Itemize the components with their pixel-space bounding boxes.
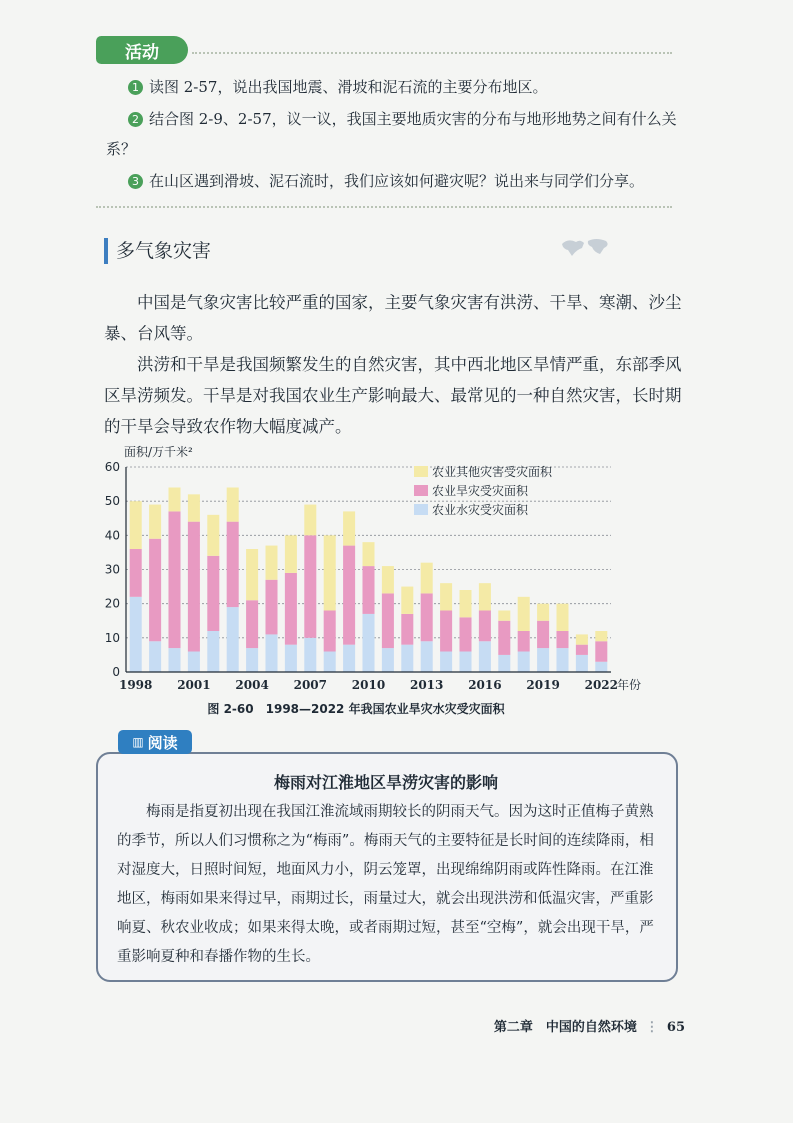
bar-segment — [595, 641, 607, 662]
paragraph-1: 中国是气象灾害比较严重的国家，主要气象灾害有洪涝、干旱、寒潮、沙尘暴、台风等。 — [104, 293, 682, 343]
section-marker — [104, 238, 108, 264]
bar-segment — [576, 645, 588, 655]
activity-tag: 活动 — [96, 36, 188, 64]
bar-segment — [440, 611, 452, 652]
x-tick-label: 2022 — [584, 678, 619, 692]
bar-segment — [537, 648, 549, 672]
bar-segment — [285, 645, 297, 672]
bar-segment — [401, 587, 413, 614]
bar-segment — [343, 546, 355, 645]
bar-segment — [459, 590, 471, 617]
bar-segment — [285, 535, 297, 573]
page-number: 65 — [666, 1020, 685, 1035]
x-axis-label: 年份 — [617, 678, 642, 692]
bar-segment — [130, 549, 142, 597]
activity-item-text: 结合图 2-9、2-57，议一议，我国主要地质灾害的分布与地形地势之间有什么关系？ — [106, 110, 677, 158]
bar-segment — [576, 655, 588, 672]
bar-segment — [188, 652, 200, 673]
bar-segment — [207, 631, 219, 672]
x-tick-label: 2019 — [526, 678, 560, 692]
bar-segment — [149, 539, 161, 642]
bar-segment — [168, 648, 180, 672]
number-badge-2: 2 — [128, 112, 143, 127]
activity-bottom-divider — [96, 206, 672, 208]
bar-segment — [343, 511, 355, 545]
bar-segment — [362, 614, 374, 672]
bar-segment — [459, 652, 471, 673]
bar-segment — [207, 556, 219, 631]
bar-segment — [556, 631, 568, 648]
bar-segment — [421, 563, 433, 594]
reading-tag — [118, 730, 192, 754]
bar-segment — [595, 662, 607, 672]
x-tick-label: 2001 — [177, 678, 211, 692]
x-tick-label: 1998 — [118, 678, 153, 692]
bar-segment — [595, 631, 607, 641]
bar-segment — [537, 621, 549, 648]
activity-item-text: 在山区遇到滑坡、泥石流时，我们应该如何避灾呢？说出来与同学们分享。 — [149, 172, 645, 190]
bar-segment — [246, 648, 258, 672]
reading-text: 梅雨是指夏初出现在我国江淮流域雨期较长的阴雨天气。因为这时正值梅子黄熟的季节，所以人们习惯称之为“梅雨”。梅雨天气的主要特征是长时间的连续降雨，相对湿度大，日照时间短，地面风力小，阴云笼罩，出现绵绵阴雨或阵性降雨。在江淮地区，梅雨如果来得过早，雨期过长，雨量过大，就会出现洪涝和低温灾害，严重影响夏、秋农业收成；如果来得太晚，或者雨期过短，甚至“空梅”，就会出现干旱，严重影响夏种和春播作物的生长。 — [117, 804, 654, 965]
reading-tag-label: 阅读 — [147, 733, 178, 752]
bar-segment — [324, 652, 336, 673]
y-tick-label: 60 — [104, 460, 120, 474]
legend-swatch — [414, 466, 428, 477]
bar-segment — [324, 535, 336, 610]
bar-segment — [537, 604, 549, 621]
activity-item-text: 读图 2-57，说出我国地震、滑坡和泥石流的主要分布地区。 — [149, 78, 548, 96]
bar-segment — [227, 607, 239, 672]
page-number-separator: ⋮ — [645, 1020, 659, 1035]
bar-segment — [227, 488, 239, 522]
bar-segment — [188, 522, 200, 652]
bar-segment — [265, 546, 277, 580]
bar-segment — [246, 600, 258, 648]
y-axis-label: 面积/万千米² — [124, 445, 193, 459]
activity-item-2 — [106, 104, 678, 164]
bar-segment — [518, 597, 530, 631]
y-tick-label: 50 — [104, 494, 120, 509]
bar-segment — [130, 597, 142, 672]
disaster-area-chart — [96, 444, 676, 696]
bar-segment — [324, 611, 336, 652]
bar-segment — [479, 611, 491, 642]
chart-caption: 图 2-60 1998—2022 年我国农业旱灾水灾受灾面积 — [207, 702, 505, 716]
y-tick-label: 20 — [104, 596, 120, 611]
bar-segment — [304, 535, 316, 638]
bar-segment — [479, 641, 491, 672]
bar-segment — [362, 566, 374, 614]
bar-segment — [498, 621, 510, 655]
bar-segment — [168, 488, 180, 512]
activity-top-divider — [192, 52, 672, 54]
x-tick-label: 2007 — [293, 678, 328, 692]
paragraph-2: 洪涝和干旱是我国频繁发生的自然灾害，其中西北地区旱情严重，东部季风区旱涝频发。干旱是对我国农业生产影响最大、最常见的一种自然灾害，长时期的干旱会导致农作物大幅度减产。 — [104, 355, 682, 436]
legend-label: 农业其他灾害受灾面积 — [432, 465, 553, 479]
x-tick-label: 2013 — [409, 678, 444, 692]
bar-segment — [459, 617, 471, 651]
bar-segment — [421, 593, 433, 641]
book-icon: ▥ — [132, 735, 144, 749]
number-badge-1: 1 — [128, 80, 143, 95]
chapter-title: 第二章 中国的自然环境 — [493, 1020, 637, 1035]
legend-swatch — [414, 485, 428, 496]
bar-segment — [285, 573, 297, 645]
bar-segment — [168, 511, 180, 648]
bar-segment — [304, 638, 316, 672]
x-tick-label: 2016 — [468, 678, 502, 692]
bar-segment — [382, 593, 394, 648]
bar-segment — [440, 652, 452, 673]
activity-item-3 — [128, 166, 678, 196]
x-tick-label: 2004 — [235, 678, 269, 692]
bar-segment — [479, 583, 491, 610]
y-tick-label: 30 — [104, 562, 120, 577]
section-title: 多气象灾害 — [116, 240, 212, 262]
legend-label: 农业旱灾受灾面积 — [432, 484, 529, 498]
bar-segment — [401, 645, 413, 672]
y-tick-label: 10 — [104, 630, 120, 645]
y-tick-label: 0 — [112, 665, 120, 679]
bar-segment — [227, 522, 239, 607]
number-badge-3: 3 — [128, 174, 143, 189]
bar-segment — [576, 634, 588, 644]
bar-segment — [343, 645, 355, 672]
bar-segment — [498, 611, 510, 621]
bar-segment — [149, 505, 161, 539]
bar-segment — [556, 604, 568, 631]
bar-segment — [207, 515, 219, 556]
legend-label: 农业水灾受灾面积 — [432, 503, 529, 517]
page-footer — [494, 1016, 685, 1035]
bar-segment — [382, 648, 394, 672]
bar-segment — [265, 580, 277, 635]
y-tick-label: 40 — [104, 528, 120, 543]
activity-item-1 — [128, 72, 678, 102]
bar-segment — [421, 641, 433, 672]
bar-segment — [246, 549, 258, 600]
world-map-icon — [560, 236, 612, 258]
bar-segment — [382, 566, 394, 593]
bar-segment — [518, 631, 530, 652]
bar-segment — [556, 648, 568, 672]
bar-segment — [304, 505, 316, 536]
bar-segment — [518, 652, 530, 673]
bar-segment — [440, 583, 452, 610]
bar-segment — [498, 655, 510, 672]
legend-swatch — [414, 504, 428, 515]
bar-segment — [130, 501, 142, 549]
bar-segment — [362, 542, 374, 566]
x-tick-label: 2010 — [351, 678, 386, 692]
bar-segment — [265, 634, 277, 672]
bar-segment — [149, 641, 161, 672]
reading-title: 梅雨对江淮地区旱涝灾害的影响 — [273, 773, 498, 792]
bar-segment — [188, 494, 200, 521]
bar-segment — [401, 614, 413, 645]
